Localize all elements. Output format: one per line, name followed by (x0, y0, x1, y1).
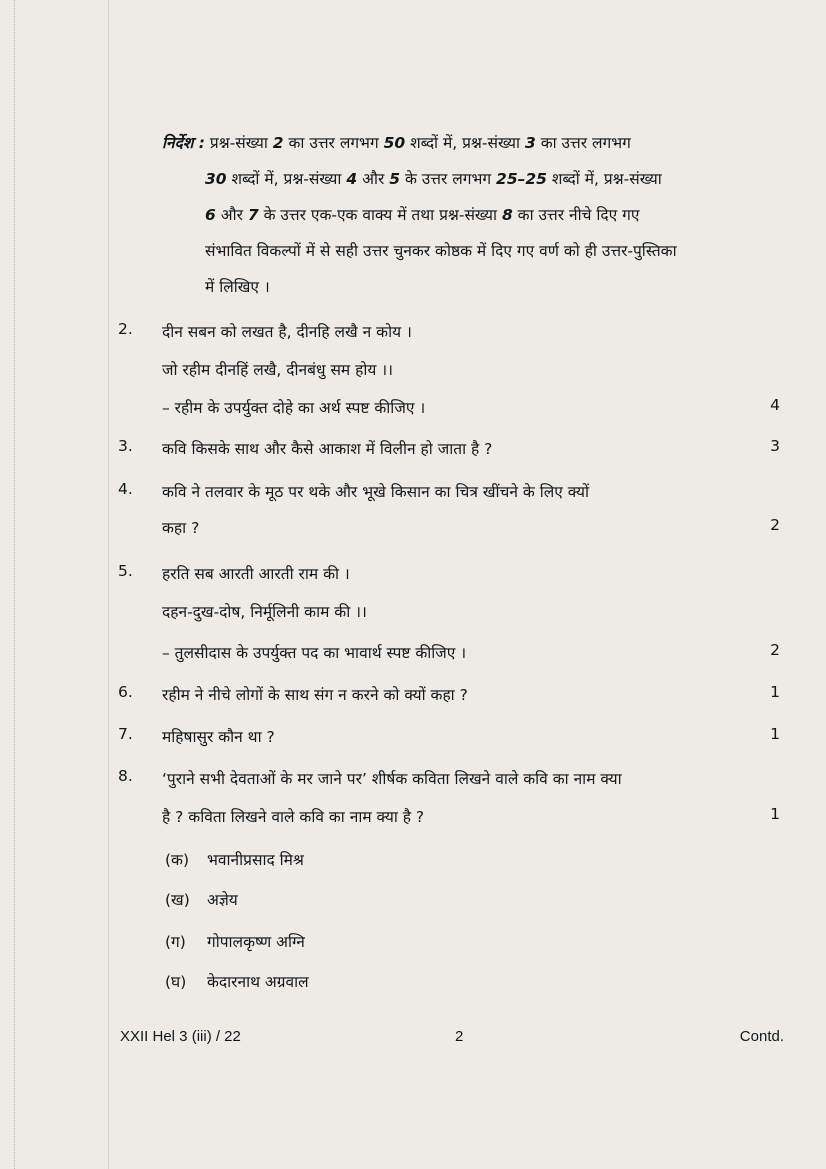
question-marks: 4 (770, 396, 780, 414)
option-key: (क) (165, 851, 189, 869)
instruction-text: शब्दों में, प्रश्न-संख्या (226, 170, 347, 188)
question-marks: 2 (770, 641, 780, 659)
question-text: – रहीम के उपर्युक्त दोहे का अर्थ स्पष्ट कीजिए । (162, 399, 426, 417)
question-marks: 2 (770, 516, 780, 534)
question-text: जो रहीम दीनहिं लखै, दीनबंधु सम होय ।। (162, 361, 394, 379)
instruction-num: 4 (346, 170, 358, 188)
instruction-line-4 (162, 233, 784, 269)
question-text: रहीम ने नीचे लोगों के साथ संग न करने को क्यों कहा ? (162, 686, 468, 704)
instruction-text: का उत्तर नीचे दिए गए (512, 206, 640, 224)
question-marks: 1 (770, 683, 780, 701)
question-number: 5. (118, 562, 133, 580)
option-text: केदारनाथ अग्रवाल (207, 973, 309, 991)
question-number: 6. (118, 683, 133, 701)
instruction-num: 6 (205, 206, 216, 224)
instruction-num: 3 (524, 134, 536, 152)
instruction-text: प्रश्न-संख्या (209, 134, 273, 152)
question-text: है ? कविता लिखने वाले कवि का नाम क्या है ? (162, 808, 425, 826)
instruction-line-5 (162, 269, 784, 305)
instruction-text: के उत्तर एक-एक वाक्य में तथा प्रश्न-संख्या (258, 206, 502, 224)
instruction-text: का उत्तर लगभग (535, 134, 631, 152)
option-text: गोपालकृष्ण अग्नि (207, 933, 305, 951)
instruction-num: 8 (501, 206, 513, 224)
instruction-text: शब्दों में, प्रश्न-संख्या (546, 170, 662, 188)
question-text: कवि ने तलवार के मूठ पर थके और भूखे किसान का चित्र खींचने के लिए क्यों (162, 483, 590, 501)
continued-label: Contd. (739, 1028, 784, 1045)
question-text: महिषासुर कौन था ? (162, 728, 275, 746)
instruction-text: के उत्तर लगभग (400, 170, 497, 188)
instruction-block (162, 125, 784, 305)
instruction-text: संभावित विकल्पों में से सही उत्तर चुनकर कोष्ठक में दिए गए वर्ण को ही उत्तर-पुस्तिका (205, 242, 677, 260)
instruction-num: 2 (272, 134, 284, 152)
question-number: 8. (118, 767, 133, 785)
question-text: ‘पुराने सभी देवताओं के मर जाने पर’ शीर्षक कविता लिखने वाले कवि का नाम क्या (162, 770, 622, 788)
instruction-num: 7 (247, 206, 259, 224)
option-text: अज्ञेय (207, 891, 238, 909)
instruction-text: में लिखिए । (205, 278, 270, 296)
question-text: कहा ? (162, 519, 200, 537)
question-number: 4. (118, 480, 133, 498)
question-marks: 3 (770, 437, 780, 455)
instruction-num: 25–25 (496, 170, 547, 188)
question-text: दीन सबन को लखत है, दीनहि लखै न कोय । (162, 323, 412, 341)
question-text: हरति सब आरती आरती राम की । (162, 565, 350, 583)
instruction-line-1 (162, 125, 784, 161)
question-number: 2. (118, 320, 133, 338)
instruction-num: 30 (205, 170, 227, 188)
option-key: (ख) (165, 891, 190, 909)
instruction-line-2 (162, 161, 784, 197)
page-number: 2 (455, 1028, 464, 1045)
margin-rule (108, 0, 109, 1169)
instruction-label: निर्देश : (162, 134, 205, 152)
instruction-text: और (215, 206, 248, 224)
question-text: कवि किसके साथ और कैसे आकाश में विलीन हो जाता है ? (162, 440, 493, 458)
margin-dotted-line (14, 0, 15, 1169)
option-key: (घ) (165, 973, 187, 991)
instruction-text: शब्दों में, प्रश्न-संख्या (405, 134, 525, 152)
option-text: भवानीप्रसाद मिश्र (207, 851, 304, 869)
question-number: 7. (118, 725, 133, 743)
instruction-num: 50 (383, 134, 406, 152)
question-text: – तुलसीदास के उपर्युक्त पद का भावार्थ स्पष्ट कीजिए । (162, 644, 467, 662)
instruction-num: 5 (389, 170, 401, 188)
question-number: 3. (118, 437, 133, 455)
instruction-line-3 (162, 197, 784, 233)
instruction-text: और (357, 170, 390, 188)
question-text: दहन-दुख-दोष, निर्मूलिनी काम की ।। (162, 603, 367, 621)
paper-code: XXII Hel 3 (iii) / 22 (120, 1028, 241, 1045)
question-marks: 1 (770, 805, 780, 823)
instruction-text: का उत्तर लगभग (283, 134, 384, 152)
question-marks: 1 (770, 725, 780, 743)
option-key: (ग) (165, 933, 186, 951)
